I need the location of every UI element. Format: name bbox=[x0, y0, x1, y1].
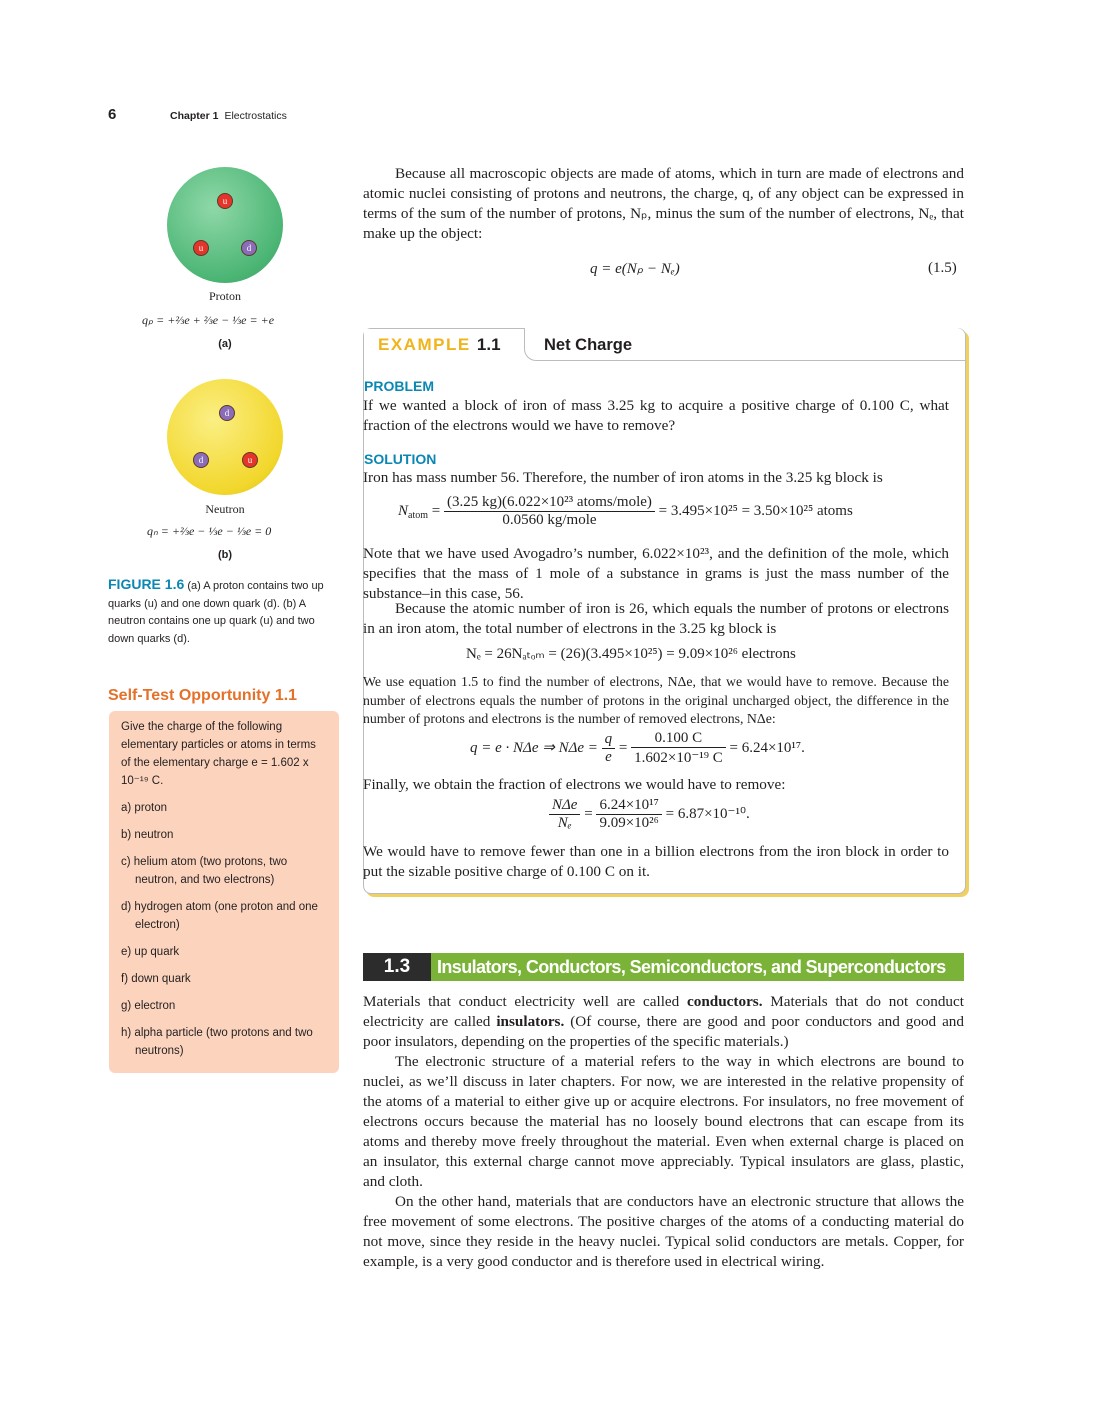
eq3-fraction-1 bbox=[602, 731, 616, 766]
up-quark: u bbox=[193, 240, 209, 256]
eq4-frac2-den: 9.09×10²⁶ bbox=[599, 815, 659, 831]
neutron-sphere bbox=[167, 379, 283, 495]
section-title: Insulators, Conductors, Semiconductors, and Superconductors bbox=[431, 953, 964, 981]
section-number: 1.3 bbox=[363, 953, 431, 981]
self-test-item: c) helium atom (two protons, two neutron, and two electrons) bbox=[121, 856, 288, 886]
term-conductors: conductors. bbox=[687, 993, 763, 1010]
eq3-rhs: = 6.24×10¹⁷. bbox=[729, 739, 805, 756]
eq1-lhs-sub: atom bbox=[408, 509, 429, 521]
eq1-numerator: (3.25 kg)(6.022×10²³ atoms/mole) bbox=[444, 494, 655, 512]
down-quark: d bbox=[241, 240, 257, 256]
solution-text-6: We would have to remove fewer than one in a billion electrons from the iron block in order to put the sizable positive charge of 0.100 C on it. bbox=[363, 843, 949, 880]
problem-text: If we wanted a block of iron of mass 3.25 kg to acquire a positive charge of 0.100 C, what fraction of the electrons would we have to remove? bbox=[363, 397, 949, 434]
self-test-item: b) neutron bbox=[121, 829, 174, 841]
solution-text-3: Because the atomic number of iron is 26, which equals the number of protons or electrons in an iron atom, the total number of electrons in the 3.25 kg block is bbox=[363, 600, 949, 637]
down-quark: d bbox=[193, 452, 209, 468]
term-insulators: insulators. bbox=[496, 1013, 565, 1030]
proton-charge-formula: qₚ = +⅔e + ⅔e − ⅓e = +e bbox=[142, 313, 275, 327]
eq1-fraction bbox=[444, 494, 655, 529]
figure-label-a: (a) bbox=[218, 338, 232, 350]
self-test-item: e) up quark bbox=[121, 946, 180, 958]
equation-1-5-body: q = e(Nₚ − Nₑ) bbox=[590, 261, 680, 277]
figure-caption bbox=[108, 576, 338, 648]
section-paragraph-3: On the other hand, materials that are conductors have an electronic structure that allows the free movement of some electrons. The positive charges of the atoms of a conducting material do not move, since they reside in the heavy nuclei. Typical solid conductors are metals. Copper, for example, is a very good conductor and is therefore used in electrical wiring. bbox=[363, 1193, 964, 1270]
eq4-frac2-num: 6.24×10¹⁷ bbox=[596, 797, 661, 815]
self-test-item: a) proton bbox=[121, 802, 168, 814]
eq1-equals: = bbox=[431, 502, 441, 519]
self-test-title: Self-Test Opportunity 1.1 bbox=[108, 687, 298, 704]
section-p1-b: Materials that do not conduct electricity are called bbox=[363, 993, 964, 1030]
section-paragraph-1 bbox=[363, 992, 964, 1052]
down-quark: d bbox=[219, 405, 235, 421]
figure-label-b: (b) bbox=[217, 549, 233, 561]
proton-sphere bbox=[167, 167, 283, 283]
solution-text-1: Iron has mass number 56. Therefore, the number of iron atoms in the 3.25 kg block is bbox=[363, 469, 883, 486]
atom-count-equation bbox=[398, 494, 853, 529]
eq3-frac1-num: q bbox=[602, 731, 616, 749]
self-test-item: f) down quark bbox=[121, 973, 191, 985]
eq3-fraction-2 bbox=[631, 730, 726, 767]
solution-heading: SOLUTION bbox=[364, 451, 437, 467]
fraction-equation bbox=[549, 797, 750, 832]
self-test-box bbox=[109, 711, 339, 1073]
eq3-frac2-den: 1.602×10⁻¹⁹ C bbox=[634, 750, 723, 766]
problem-heading: PROBLEM bbox=[364, 378, 434, 394]
eq3-frac2-num: 0.100 C bbox=[631, 730, 726, 748]
eq4-fraction-1 bbox=[549, 797, 580, 832]
solution-text-4: We use equation 1.5 to find the number of electrons, NΔe, that we would have to remove. Because the number of electrons equals the number of protons in the original uncharged object, the difference in the number of protons and electrons is the number of removed electrons, NΔe: bbox=[363, 674, 949, 726]
neutron-charge-formula: qₙ = +⅔e − ⅓e − ⅓e = 0 bbox=[147, 524, 272, 538]
eq4-equals: = bbox=[584, 805, 593, 822]
equation-number: (1.5) bbox=[928, 260, 957, 276]
section-p1-a: Materials that conduct electricity well are called bbox=[363, 993, 687, 1010]
example-word: EXAMPLE bbox=[378, 335, 471, 354]
solution-text-5: Finally, we obtain the fraction of electrons we would have to remove: bbox=[363, 776, 786, 793]
self-test-prompt: Give the charge of the following elementary particles or atoms in terms of the elementary charge e = 1.602 x 10⁻¹⁹ C. bbox=[121, 721, 316, 787]
page-number: 6 bbox=[108, 106, 117, 123]
eq1-lhs: N bbox=[398, 502, 409, 519]
eq1-denominator: 0.0560 kg/mole bbox=[502, 512, 597, 528]
chapter-title: Electrostatics bbox=[224, 110, 287, 122]
up-quark: u bbox=[217, 193, 233, 209]
self-test-item: h) alpha particle (two protons and two neutrons) bbox=[121, 1027, 313, 1057]
eq4-fraction-2 bbox=[596, 797, 661, 832]
figure-caption-label: FIGURE 1.6 bbox=[108, 576, 185, 592]
eq4-frac1-num: NΔe bbox=[549, 797, 580, 815]
up-quark: u bbox=[242, 452, 258, 468]
example-number: 1.1 bbox=[476, 335, 501, 354]
eq3-equals: = bbox=[618, 739, 628, 756]
eq3-frac1-den: e bbox=[605, 749, 612, 765]
proton-label: Proton bbox=[208, 289, 241, 303]
eq3-lhs: q = e · NΔe ⇒ NΔe = bbox=[470, 739, 598, 756]
running-header bbox=[170, 110, 287, 122]
neutron-label: Neutron bbox=[205, 502, 245, 516]
intro-paragraph: Because all macroscopic objects are made of atoms, which in turn are made of electrons and atomic nuclei consisting of protons and neutrons, the charge, q, of any object can be expressed in terms of the sum of the number of protons, Nₚ, minus the sum of the number of electrons, Nₑ, that make up the object: bbox=[363, 165, 964, 242]
equation-1-5 bbox=[590, 259, 680, 278]
figure-caption-text: (a) A proton contains two up quarks (u) and one down quark (d). (b) A neutron contains one up quark (u) and two down quarks (d). bbox=[108, 580, 324, 645]
self-test-item: d) hydrogen atom (one proton and one electron) bbox=[121, 901, 318, 931]
eq4-frac1-den: Nₑ bbox=[557, 815, 572, 831]
solution-text-2: Note that we have used Avogadro’s number, 6.022×10²³, and the definition of the mole, which specifies that the mass of 1 mole of a substance in grams is just the mass number of the substance–in this case, 56. bbox=[363, 545, 949, 602]
eq1-rhs: = 3.495×10²⁵ = 3.50×10²⁵ atoms bbox=[658, 502, 853, 519]
eq4-rhs: = 6.87×10⁻¹⁰. bbox=[665, 805, 750, 822]
section-paragraph-2: The electronic structure of a material refers to the way in which electrons are bound to nuclei, as we’ll discuss in later chapters. For now, we are interested in the relative propensity of the atoms of a material to either give up or acquire electrons. For insulators, no free movement of electrons occurs because the material has no loosely bound electrons that can escape from its atoms and thereby move freely throughout the material. Even when external charge is placed on an insulator, this external charge cannot move appreciably. Typical insulators are glass, plastic, and cloth. bbox=[363, 1053, 964, 1190]
example-title: Net Charge bbox=[544, 336, 633, 354]
chapter-label: Chapter 1 bbox=[170, 110, 219, 122]
self-test-item: g) electron bbox=[121, 1000, 176, 1012]
section-p1-c: (Of course, there are good and poor conductors and good and poor insulators, depending on the properties of the specific materials.) bbox=[363, 1013, 964, 1050]
removed-electrons-equation bbox=[470, 730, 805, 767]
electron-count-equation: Nₑ = 26Nₐₜₒₘ = (26)(3.495×10²⁵) = 9.09×10²⁶ electrons bbox=[466, 646, 796, 662]
example-label bbox=[378, 335, 501, 355]
